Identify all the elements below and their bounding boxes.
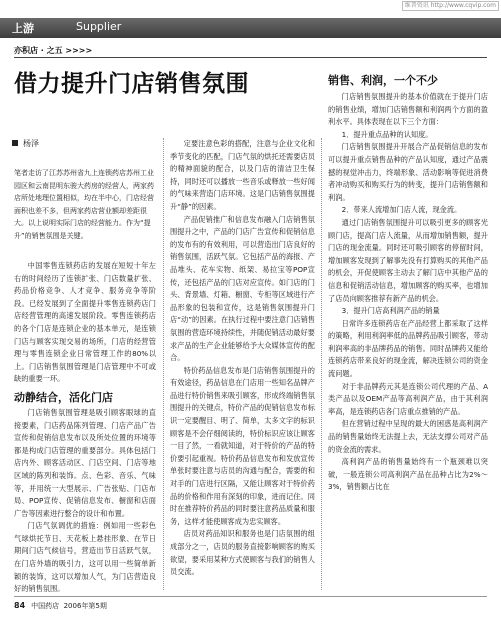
- page-footer: [14, 601, 107, 611]
- column-1: [14, 260, 156, 596]
- section-label-en: Supplier: [76, 20, 122, 33]
- paragraph: 高利润产品的销售量始终有一个瓶颈难以突破，一般连锁公司高利润产品在品种占比为2%～3%，销售额占比在: [328, 457, 488, 492]
- paragraph: 对于非品牌药元其是连锁公司代理的产品、A类产品以及OEM产品等高利润产品，由于其利润率高，是连锁药店各门店重点推销的产品。: [328, 381, 488, 416]
- column-divider: [321, 138, 322, 590]
- breadcrumb: 亦积店 · 之五 >>>>: [14, 46, 93, 55]
- paragraph: 但在营销过程中呈现的最大的困惑是高利润产品的销售量始终无法提上去，无法支撑公司对产品的资金流的需求。: [328, 419, 488, 454]
- list-point: 2．带来人流增加门店人流，现金流。: [341, 205, 462, 215]
- header-divider: [14, 57, 487, 58]
- column-divider: [163, 138, 164, 590]
- issue-label: 2006年第5期: [63, 602, 107, 610]
- list-point: 3．提升门店高利润产品的销量: [341, 306, 440, 316]
- section-label-cn: 上游: [12, 22, 34, 35]
- paragraph: 特价药品信息发布是门店销售氛围提升的有效途径，药品信息在门店用一些知名品牌产品进行特价销售来吸引顾客，形成终端销售氛围提升的关键点，特价产品的促销信息发布标识一定要醒目、明了、简单，太多文字的标识顾客是不会仔细阅读的，特价标识应该让顾客一目了然，一看就知道，对于特价的产品的特价要引起重视。特价药品信息发布和发放宣传单张时要注意与店员的沟通与配合，需要的和对手的门店进行区隔，又能让顾客对于特价药品的价格和作用有深刻的印象，进而记住。同时在推荐特价药品的同时要注意药品质量和服务，这样才能使顾客成为忠实顾客。: [170, 365, 315, 526]
- article-summary: 笔者走访了江苏苏州省九上连锁药店苏州工业园区和云南昆明东骏大药房的经营人，两家药店所处地理位置相似，均在半中心，门店经营面积也差不多，但两家药店营业额却差距很大。以上说明实际门店的经营能力。作为“提升”的销售氛围是关键。: [14, 169, 154, 240]
- paragraph: 中国零售连锁药店的发展在短短十年左右的时间经历了连锁扩张、门店数量扩张、药品价格竞争、人才竞争、服务竞争等阶段。已经发展到了全面提升零售连锁药店门店经营管理的高速发展阶段。零售连锁药店的各个门店是连锁企业的基本单元，是连锁门店与顾客实现交易的场所，门店的经营管理与零售连锁企业日常管理工作的80%以上。门店销售氛围管理是门店管理中不可或缺的重要一环。: [14, 261, 156, 384]
- journal-name: 中国药店: [31, 602, 60, 610]
- column-2: [170, 138, 315, 590]
- paragraph: 门店销售氛围提升的基本价值就在于提升门店的销售业绩，增加门店销售额和利润两个方面的盈利水平。具体表现在以下三个方面：: [328, 92, 488, 127]
- author-byline: [12, 138, 39, 149]
- column-3: [328, 74, 488, 590]
- author-name: 杨泽: [23, 139, 39, 148]
- paragraph: 通过门店销售氛围提升可以吸引更多的顾客光顾门店，提高门店人流量，从而增加销售额，提升门店的现金流量。同时还可吸引顾客的停留时间，增加顾客发现到了解事先没有打算购买的其他产品的机会，开促使顾客主动去了解门店中其他产品的信息和促销活动信息，增加顾客的购买率，也增加了店员向顾客推荐有新产品的机会。: [328, 217, 488, 303]
- paragraph: 店员对药品知识和服务也是门店氛围的组成部分之一，店员的服务直接影响顾客的购买欲望，要采用某种方式使顾客与我们的销售人员交流。: [170, 529, 315, 577]
- square-bullet-icon: [12, 140, 18, 146]
- paragraph: 日常许多连锁药店在产品经营上都采取了这样的策略，利用利润率低的品牌药品吸引顾客，带动利润率高的非品牌药品的销售。同时品牌药又能给连锁药店带来良好的现金流，解决连锁公司的资金流问题。: [328, 318, 488, 379]
- paragraph: 门店销售氛围管理是吸引顾客眼球的直接要素，门店药品陈列管理、门店产品广告宣传和促销信息发布以及所处位置的环境等都是构成门店管理的重要部分。具体包括门店内外、顾客活动区、门店空间、门店等地区域的陈列和装饰。点、色彩、音乐、气味等，并用统一大型展示、广告张贴、门店布局、POP宣传、促销信息发布、橱窗和店面广告等因素进行整合的设计和布置。: [14, 407, 156, 518]
- paragraph: 门店销售氛围提升开展合产品促销信息的发布可以提升重点销售品种的产品认知度，通过产品震撼的视觉冲击力，终端形象、活动影响等促进消费者冲动购买和购买行为的转变，提升门店销售额和利润。: [328, 142, 488, 202]
- list-point: 1．提升重点品种的认知度。: [341, 129, 433, 139]
- page-number: 84: [14, 601, 26, 610]
- sidebar-heading: 销售、利润，一个不少: [328, 74, 438, 87]
- page-title: 借力提升门店销售氛围: [14, 70, 249, 97]
- footer-divider: [14, 596, 487, 597]
- watermark-stamp: 维普资讯 http://www.cqvip.com: [402, 1, 499, 11]
- paragraph: 定要注意色彩的搭配，注意与企业文化和季节变化的匹配，门店气氛的烘托还需要店员的精神面貌的配合，以及门店的清洁卫生保持，同时还可以播放一些音乐或释放一些好闻的气味来营造门店环境。这是门店销售氛围提升“静”的因素。: [170, 139, 315, 211]
- paragraph: 产品促销推广和信息发布融入门店销售氛围提升之中，产品的门店广告宣传和促销信息的发布有的有效利用，可以营造出门店良好的销售氛围，活跃气氛。它包括产品的海报、产品堆头、花车实物、纸架、易拉宝等POP宣传，还包括产品的门店对应宣传。如门店的门头、背景墙、灯箱、橱窗、专柜等区域进行产品形象的包装和宣传，这是销售氛围提升门店“动”的因素。在执行过程中要注意门店销售氛围的营造环境持续性，并随促销活动最好要求产品的生产企业能够给予大众媒体宣传的配合。: [170, 214, 315, 363]
- paragraph: 门店气氛调优的措施：例如用一些彩色气球烘托节日、天花板上悬挂形象、在节日期间门店气候信号，营造出节日活跃气氛，在门店外墙的吸引力，这可以用一些简单新颖的装饰，这可以增加人气，为门店营造良好的销售氛围。: [14, 521, 156, 594]
- section-heading: 动静结合，活化门店: [14, 390, 113, 404]
